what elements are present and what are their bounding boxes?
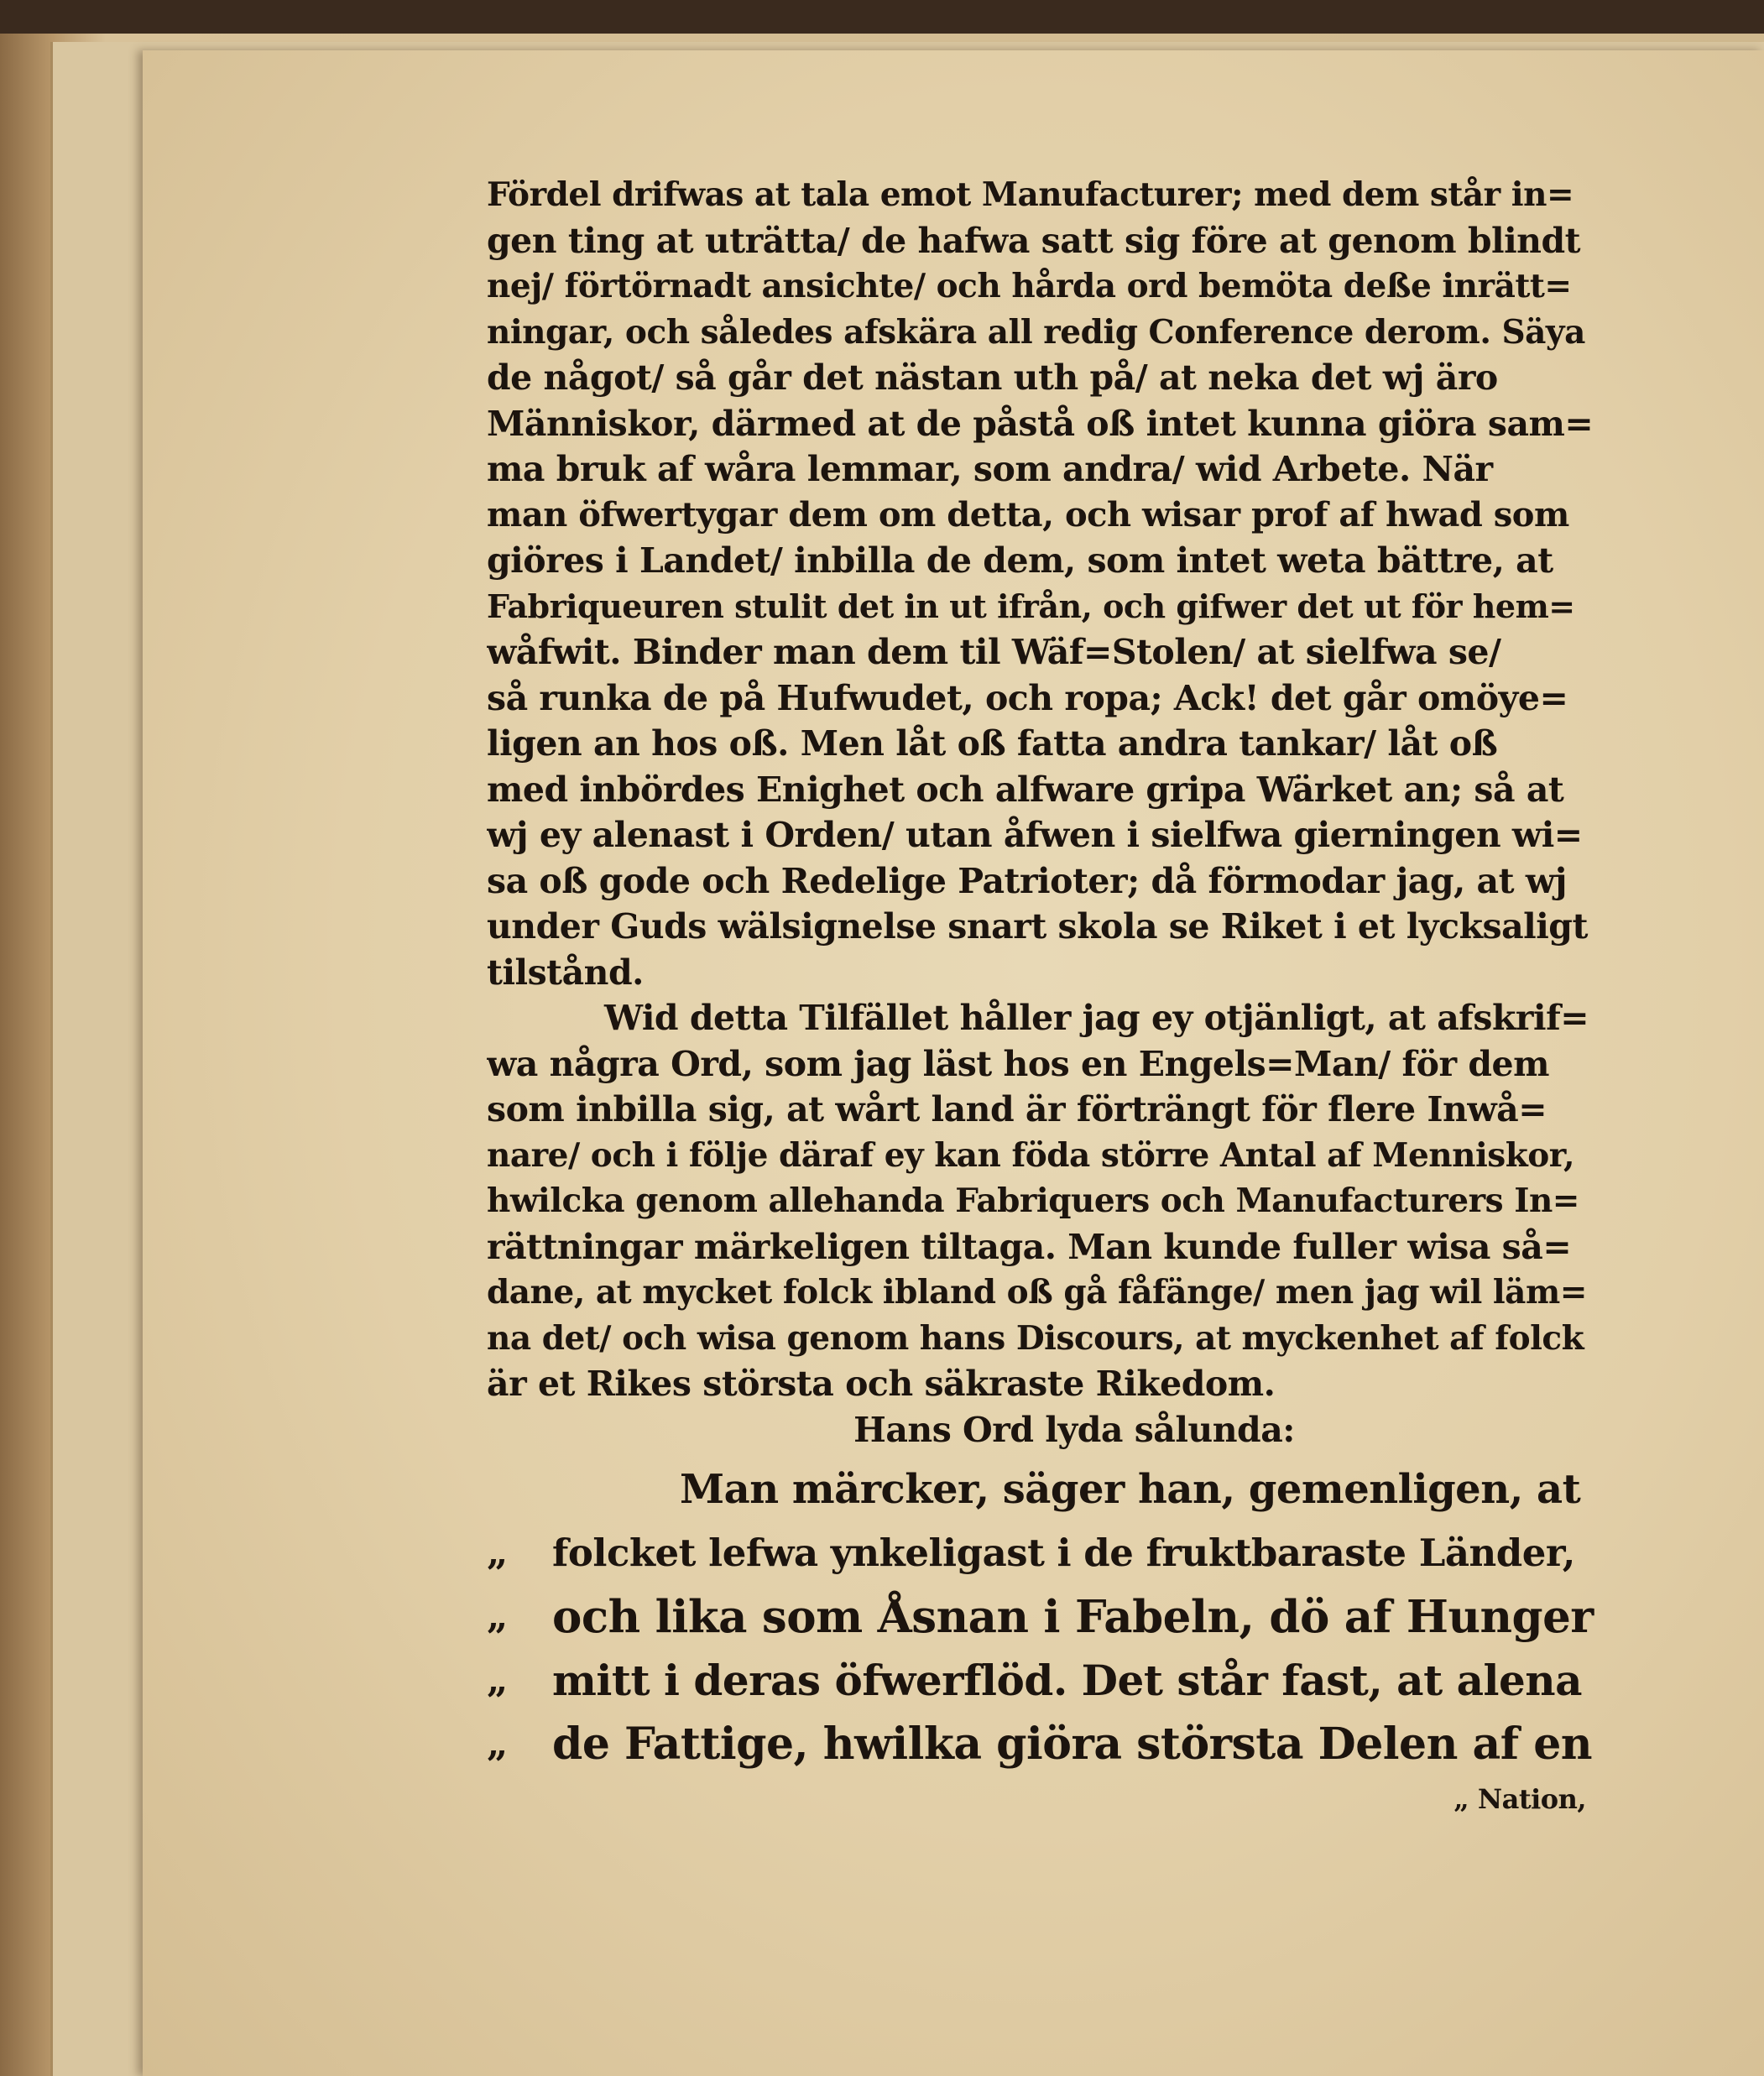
text-line: nare/ och i följe däraf ey kan föda större Antal af Menniskor,: [487, 1135, 1575, 1175]
text-line: ningar, och således afskära all redig Conference derom. Säya: [487, 312, 1585, 352]
quote-line: [487, 1585, 1594, 1649]
text-line: dane, at mycket folck ibland oß gå fåfänge/ men jag wil läm=: [487, 1273, 1587, 1312]
quote-text: och lika som Åsnan i Fabeln, dö af Hunger: [552, 1591, 1594, 1643]
text-line: Fabriqueuren stulit det in ut ifrån, och gifwer det ut för hem=: [487, 587, 1575, 625]
quote-mark: „: [487, 1659, 508, 1702]
text-line: ligen an hos oß. Men låt oß fatta andra tankar/ låt oß: [487, 723, 1498, 764]
text-line: Wid detta Tilfället håller jag ey otjänligt, at afskrif=: [604, 998, 1589, 1038]
text-line: de något/ så går det nästan uth på/ at neka det wj äro: [487, 357, 1498, 398]
text-line: Människor, därmed at de påstå oß intet kunna giöra sam=: [487, 403, 1594, 444]
catchword: „ Nation,: [1453, 1783, 1586, 1815]
text-line: så runka de på Hufwudet, och ropa; Ack! det går omöye=: [487, 677, 1568, 718]
quote-heading: Hans Ord lyda sålunda:: [853, 1409, 1295, 1450]
text-line: är et Rikes största och säkraste Rikedom.: [487, 1364, 1276, 1404]
text-line: na det/ och wisa genom hans Discours, at myckenhet af folck: [487, 1318, 1584, 1358]
quote-mark: „: [487, 1595, 508, 1638]
text-line: man öfwertygar dem om detta, och wisar prof af hwad som: [487, 494, 1569, 535]
quote-mark: „: [487, 1723, 508, 1766]
quote-line: [487, 1713, 1594, 1776]
text-line: rättningar märkeligen tiltaga. Man kunde fuller wisa så=: [487, 1226, 1572, 1267]
text-line: gen ting at uträtta/ de hafwa satt sig före at genom blindt: [487, 220, 1581, 261]
text-line: som inbilla sig, at wårt land är förträngt för flere Inwå=: [487, 1089, 1547, 1129]
quote-mark: „: [487, 1531, 508, 1574]
quote-line: [487, 1649, 1594, 1713]
text-line: sa oß gode och Redelige Patrioter; då förmodar jag, at wj: [487, 860, 1567, 901]
text-line: ma bruk af wåra lemmar, som andra/ wid Arbete. När: [487, 449, 1493, 489]
text-line: wa några Ord, som jag läst hos en Engels=Man/ för dem: [487, 1043, 1550, 1084]
text-line: nej/ förtörnadt ansichte/ och hårda ord bemöta deße inrätt=: [487, 267, 1572, 305]
text-block: [487, 172, 1594, 1823]
quote-text: mitt i deras öfwerflöd. Det står fast, at alena: [552, 1656, 1583, 1705]
text-line: tilstånd.: [487, 952, 644, 993]
text-line: Fördel drifwas at tala emot Manufacturer; med dem står in=: [487, 175, 1574, 214]
text-line: hwilcka genom allehanda Fabriquers och Manufacturers In=: [487, 1181, 1579, 1220]
text-line: giöres i Landet/ inbilla de dem, som intet weta bättre, at: [487, 540, 1553, 581]
quote-text: folcket lefwa ynkeligast i de fruktbaraste Länder,: [552, 1531, 1575, 1575]
text-line: wåfwit. Binder man dem til Wäf=Stolen/ at sielfwa se/: [487, 632, 1501, 672]
quote-line: Man märcker, säger han, gemenligen, at: [680, 1466, 1581, 1513]
text-line: under Guds wälsignelse snart skola se Riket i et lycksaligt: [487, 906, 1588, 947]
quote-text: de Fattige, hwilka giöra största Delen af en: [552, 1719, 1593, 1770]
text-line: wj ey alenast i Orden/ utan åfwen i sielfwa gierningen wi=: [487, 815, 1583, 855]
quote-line: [487, 1521, 1594, 1585]
text-line: med inbördes Enighet och alfware gripa Wärket an; så at: [487, 769, 1564, 810]
